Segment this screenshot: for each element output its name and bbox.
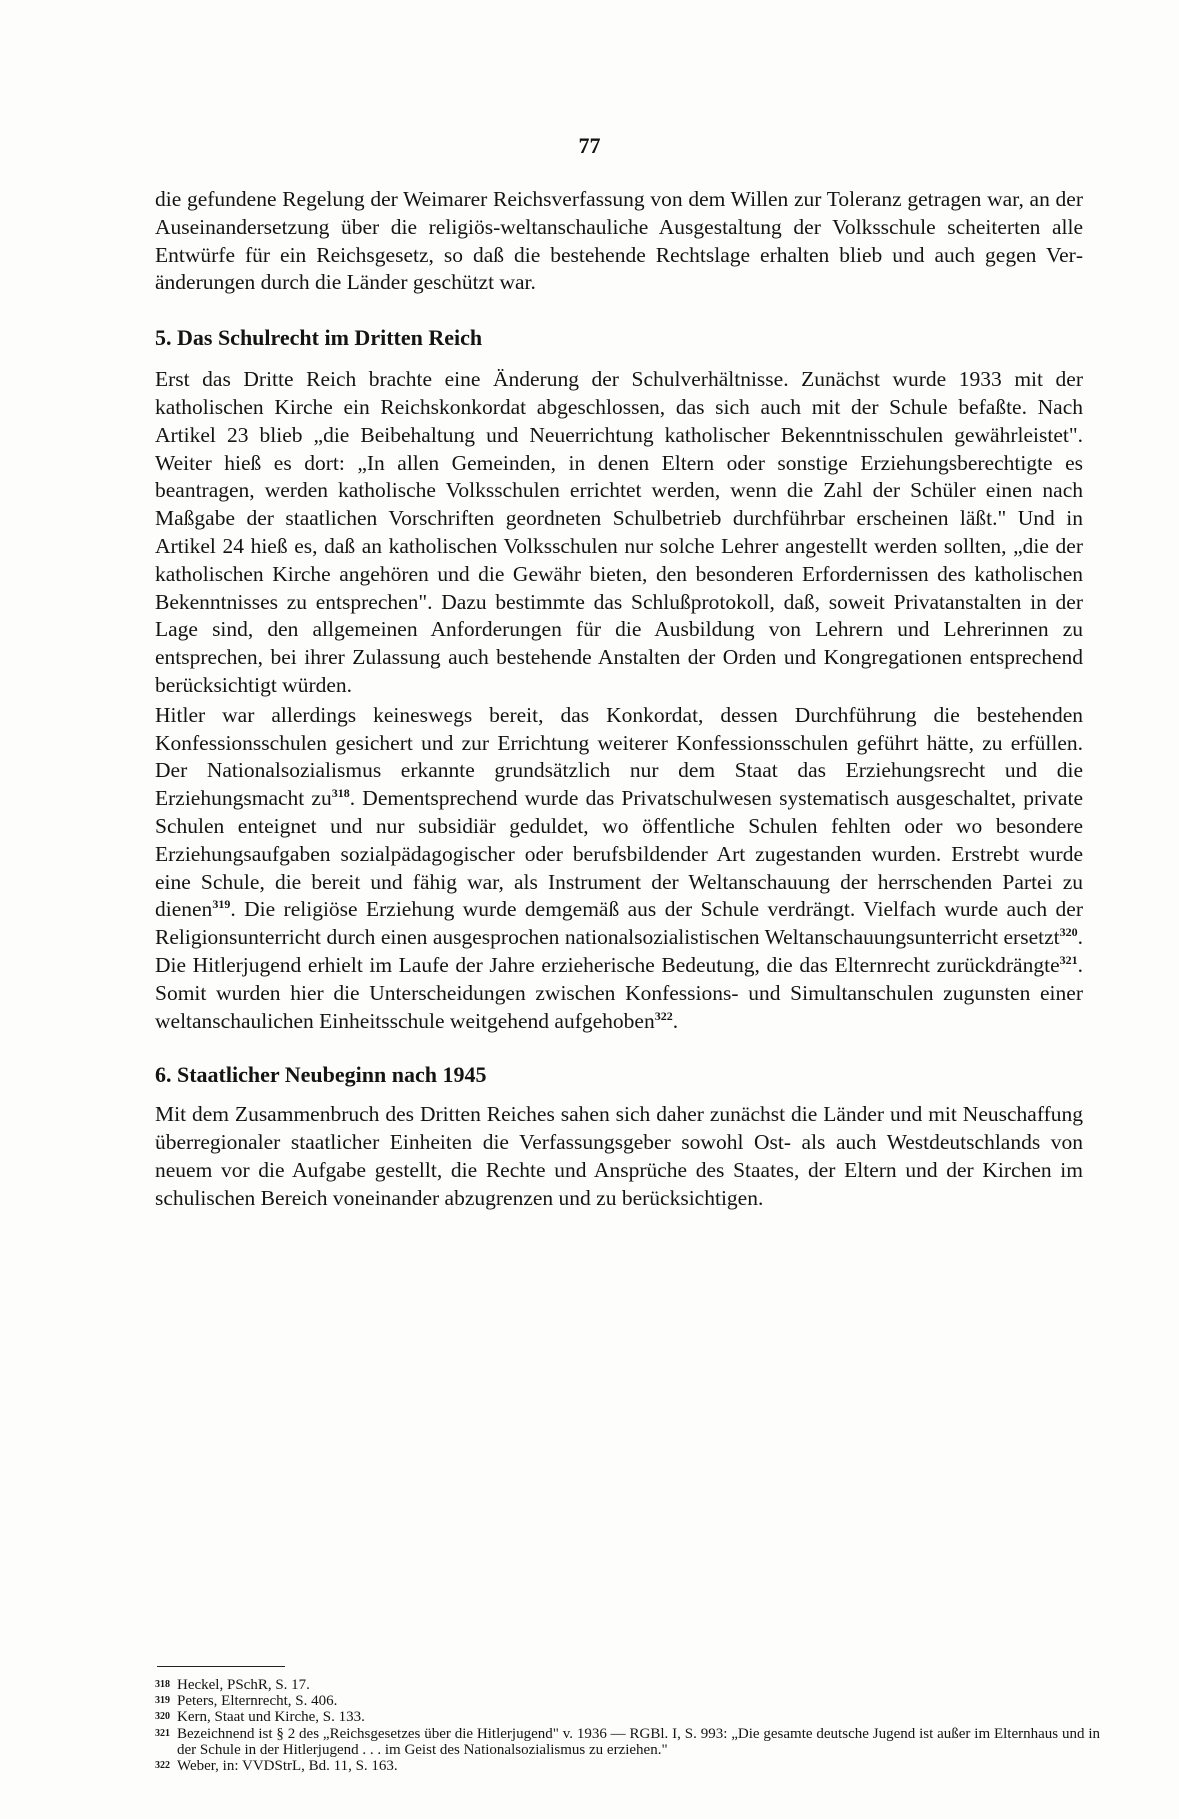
footnote-text: Weber, in: VVDStrL, Bd. 11, S. 163. [177, 1758, 398, 1775]
footnote-ref-319: 319 [212, 897, 231, 912]
text-run: . Die religiöse Erziehung wurde demgemäß aus der Schule verdrängt. Vielfach wurde auch der Religionsunterricht durch einen ausgesprochen nationalsozialistischen Weltanschauungsunterricht ersetzt [155, 897, 1083, 950]
text-run: Hitler war allerdings keineswegs bereit, das Konkordat, dessen Durchführung die bestehenden Konfessionsschulen gesichert und zur Errichtung weiterer Konfessionsschulen geführt hätte, zu erfüllen. Der Nationalsozialismus erkannte grundsätzlich nur dem Staat das Erziehungsrecht und die Erziehungsmacht zu [155, 702, 1083, 811]
text-run: . Dementsprechend wurde das Privatschulwesen systematisch ausgeschaltet, private Schulen enteignet und nur subsidiär geduldet, wo öffentliche Schulen fehlten oder wo besondere Erziehungsaufgaben sozialpädagogischer oder berufsbildender Art zugestanden wurden. Erstrebt wurde eine Schule, die bereit und fähig war, als Instrument der Weltanschauung der herrschenden Partei zu dienen [155, 786, 1083, 922]
main-text [155, 186, 1083, 1213]
footnote-ref-322: 322 [654, 1008, 673, 1023]
footnote-text: Peters, Elternrecht, S. 406. [177, 1693, 338, 1710]
section-heading-5: 5. Das Schulrecht im Dritten Reich [155, 325, 483, 351]
footnote-number: 322 [155, 1760, 170, 1772]
footnote-ref-320: 320 [1059, 924, 1078, 939]
text-run: . Die Hitlerjugend erhielt im Laufe der Jahre erzieherische Bedeutung, die das Elternrecht zurückdrängte [155, 925, 1083, 977]
page-number: 77 [578, 133, 601, 158]
text-run: . Somit wurden hier die Unterscheidungen zwischen Konfessions- und Simultanschulen zugunsten einer weltanschaulichen Einheitsschule weitgehend aufgehoben [155, 952, 1083, 1033]
footnote-318 [155, 1677, 1100, 1693]
text-run: . [672, 1008, 679, 1033]
footnote-319 [155, 1693, 1100, 1709]
footnote-321 [155, 1726, 1100, 1758]
section-heading-6: 6. Staatlicher Neubeginn nach 1945 [155, 1062, 487, 1088]
footnote-320 [155, 1709, 1100, 1725]
footnote-ref-321: 321 [1059, 952, 1078, 967]
paragraph-weimar: die gefundene Regelung der Weimarer Reichsverfassung von dem Willen zur Toleranz getragen war, an der Auseinandersetzung über die religiös-weltanschauliche Ausgestaltung der Volksschule scheiterten alle Entwürfe für ein Reichsgesetz, so daß die bestehende Rechtslage erhalten blieb und auch gegen Veränderungen durch die Länder geschützt war. [155, 187, 1083, 295]
footnote-divider [157, 1666, 285, 1667]
paragraph-reichskonkordat: Erst das Dritte Reich brachte eine Änderung der Schulverhältnisse. Zunächst wurde 1933 mit der katholischen Kirche ein Reichskonkordat abgeschlossen, das sich auch mit der Schule befaßte. Nach Artikel 23 blieb „die Beibehaltung und Neuerrichtung katholischer Bekenntnisschulen gewährleistet". Weiter hieß es dort: „In allen Gemeinden, in denen Eltern oder sonstige Erziehungsberechtigte es beantragen, werden katholische Volksschulen errichtet werden, wenn die Zahl der Schüler einen nach Maßgabe der staatlichen Vorschriften geordneten Schulbetrieb durchführbar erscheinen läßt." Und in Artikel 24 hieß es, daß an katholischen Volksschulen nur solche Lehrer angestellt werden sollten, „die der katholischen Kirche angehören und die Gewähr bieten, den besonderen Erfordernissen des katholischen Bekenntnisses zu entsprechen". Dazu bestimmte das Schlußprotokoll, daß, soweit Privatanstalten in der Lage sind, den allgemeinen Anforderungen für die Ausbildung von Lehrern und Lehrerinnen zu entsprechen, bei ihrer Zulassung auch bestehende Anstalten der Orden und Kongregationen entsprechend berücksichtigt würden. [155, 367, 1083, 697]
paragraph-hitler [155, 702, 1083, 1036]
footnote-322 [155, 1758, 1100, 1774]
footnote-number: 320 [155, 1711, 170, 1723]
footnotes [155, 1677, 1100, 1774]
paragraph-neubeginn: Mit dem Zusammenbruch des Dritten Reiches sahen sich daher zunächst die Länder und mit Neuschaffung überregionaler staatlicher Einheiten die Verfassungsgeber sowohl Ost- als auch Westdeutschlands von neuem vor die Aufgabe gestellt, die Rechte und Ansprüche des Staates, der Eltern und der Kirchen im schulischen Bereich voneinander abzugrenzen und zu berücksichtigen. [155, 1102, 1083, 1210]
footnote-number: 319 [155, 1695, 170, 1707]
footnote-number: 321 [155, 1727, 170, 1739]
footnote-number: 318 [155, 1679, 170, 1690]
footnote-text: Bezeichnend ist § 2 des „Reichsgesetzes über die Hitlerjugend" v. 1936 — RGBl. I, S. 993: „Die gesamte deutsche Jugend ist außer im Elternhaus und in der Schule in der Hitlerjugend . . . im Geist des Nationalsozialismus zu erziehen." [177, 1725, 1100, 1758]
footnote-text: Heckel, PSchR, S. 17. [177, 1677, 310, 1693]
footnote-ref-318: 318 [331, 785, 350, 800]
footnote-text: Kern, Staat und Kirche, S. 133. [177, 1709, 365, 1726]
